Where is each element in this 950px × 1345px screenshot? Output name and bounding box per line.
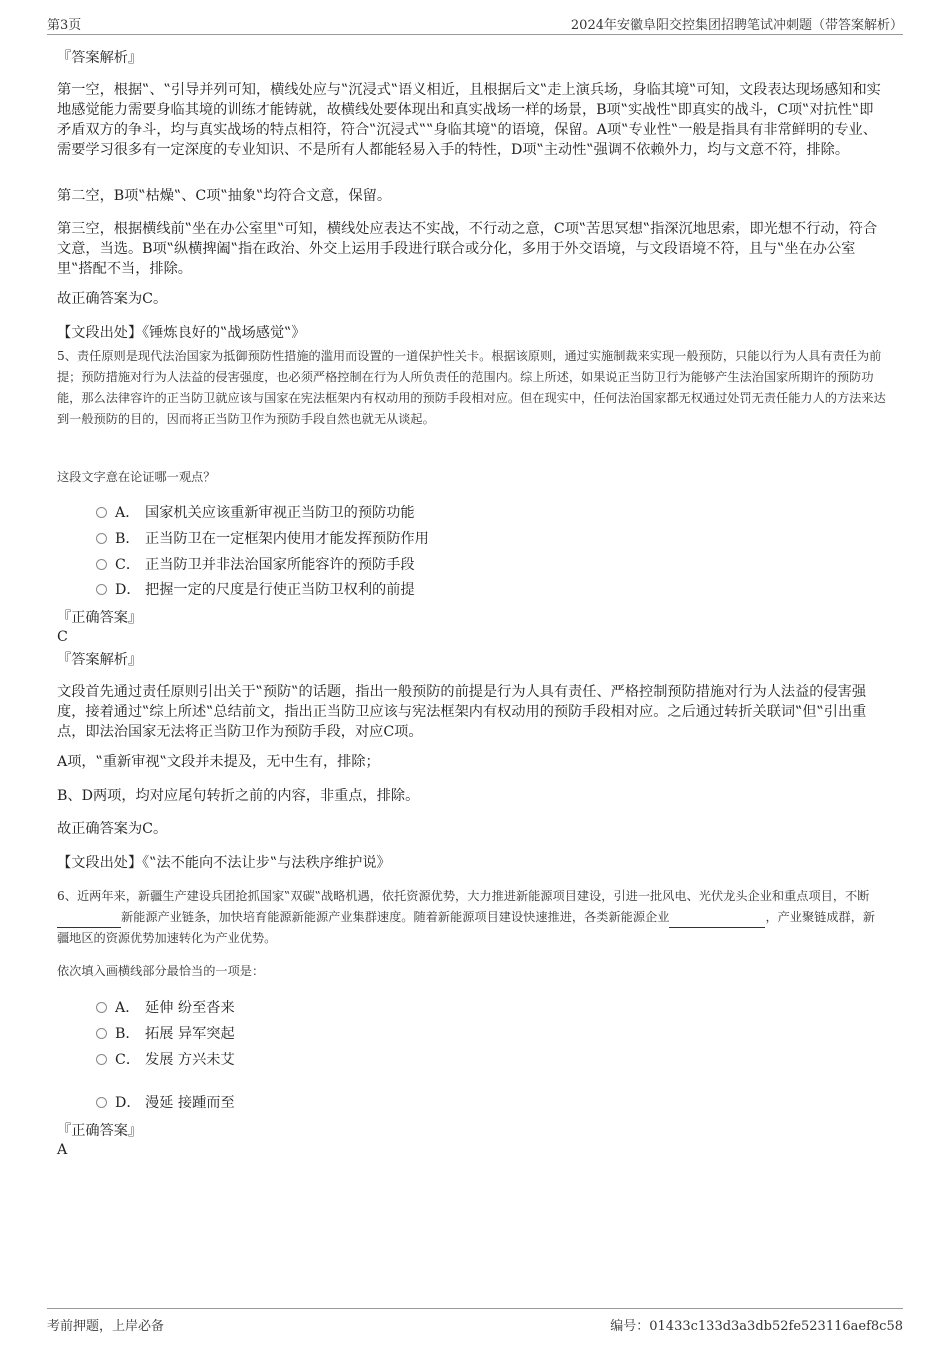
q6-stem: 6、近两年来，新疆生产建设兵团抢抓国家‟双碳‟战略机遇，依托资源优势，大力推进新能源项目建设，引进一批风电、光伏龙头企业和重点项目，不断新能源产业链条，加快培育能源新能源产业集群速度。随着新能源项目建设快速推进，各类新能源企业 ，产业聚链成群，新疆地区的资源优势加速转化为产业优势。 xyxy=(57,889,876,945)
q6-blank-2 xyxy=(669,913,765,928)
page-footer xyxy=(47,1308,903,1333)
q4-analysis-paragraph-1: 第一空，根据‟、‟引导并列可知，横线处应与‟沉浸式‟语义相近，且根据后文‟走上演兵场，身临其境‟可知，文段表达现场感知和实地感觉能力需要身临其境的训练才能铸就，故横线处要体现出和真实战场一样的场景，B项‟实战性‟即真实的战斗，C项‟对抗性‟即矛盾双方的争斗，均与真实战场的特点相符，符合‟沉浸式‟‟身临其境‟的语境，保留。A项‟专业性‟一般是指具有非常鲜明的专业、需要学习很多有一定深度的专业知识、不是所有人都能轻易入手的特性，D项‟主动性‟强调不依赖外力，均与文意不符，排除。 xyxy=(57,82,881,158)
q5-question: 这段文字意在论证哪一观点？ xyxy=(57,470,216,484)
q5-conclusion: 故正确答案为C。 xyxy=(57,821,168,837)
radio-icon[interactable] xyxy=(96,559,107,570)
page-header xyxy=(47,14,903,35)
q4-source: 【文段出处】《锤炼良好的‟战场感觉‟》 xyxy=(57,325,306,341)
footer-slogan: 考前押题，上岸必备 xyxy=(47,1319,165,1334)
radio-icon[interactable] xyxy=(96,584,107,595)
radio-icon[interactable] xyxy=(96,533,107,544)
q5-analysis-paragraph-2: A项，‟重新审视‟文段并未提及，无中生有，排除； xyxy=(57,754,380,770)
q5-answer-label: 『正确答案』 xyxy=(57,610,143,626)
q5-source: 【文段出处】《‟法不能向不法让步‟与法秩序维护说》 xyxy=(57,855,391,871)
q6-question: 依次填入画横线部分最恰当的一项是： xyxy=(57,964,265,978)
q5-analysis-paragraph-3: B、D两项，均对应尾句转折之前的内容，非重点，排除。 xyxy=(57,788,420,804)
q6-answer-label: 『正确答案』 xyxy=(57,1123,143,1139)
q4-analysis-label: 『答案解析』 xyxy=(57,50,143,66)
document-title: 2024年安徽阜阳交控集团招聘笔试冲刺题（带答案解析） xyxy=(570,18,903,33)
q6-option-a[interactable]: A． 延伸 纷至沓来 xyxy=(96,998,235,1018)
q5-analysis-label: 『答案解析』 xyxy=(57,652,143,668)
q4-conclusion: 故正确答案为C。 xyxy=(57,291,168,307)
q4-analysis-paragraph-3: 第三空，根据横线前‟坐在办公室里‟可知，横线处应表达不实战，不行动之意，C项‟苦思冥想‟指深沉地思索，即光想不行动，符合文意，当选。B项‟纵横捭阖‟指在政治、外交上运用手段进行联合或分化，多用于外交语境，与文段语境不符，且与‟坐在办公室里‟搭配不当，排除。 xyxy=(57,221,878,277)
q5-analysis-paragraph-1: 文段首先通过责任原则引出关于‟预防‟的话题，指出一般预防的前提是行为人具有责任、严格控制预防措施对行为人法益的侵害强度，接着通过‟综上所述‟总结前文，指出正当防卫应该与宪法框架内有权动用的预防手段相对应。之后通过转折关联词‟但‟引出重点，即法治国家无法将正当防卫作为预防手段，对应C项。 xyxy=(57,684,867,740)
q4-analysis-paragraph-2: 第二空，B项‟枯燥‟、C项‟抽象‟均符合文意，保留。 xyxy=(57,188,392,204)
radio-icon[interactable] xyxy=(96,1028,107,1039)
radio-icon[interactable] xyxy=(96,1054,107,1065)
q5-option-b[interactable]: B． 正当防卫在一定框架内使用才能发挥预防作用 xyxy=(96,529,429,549)
q6-option-c[interactable]: C． 发展 方兴未艾 xyxy=(96,1050,235,1070)
radio-icon[interactable] xyxy=(96,1097,107,1108)
q5-answer: C xyxy=(57,629,68,645)
q5-option-d[interactable]: D． 把握一定的尺度是行使正当防卫权利的前提 xyxy=(96,580,415,600)
q6-answer: A xyxy=(57,1142,68,1158)
page-number: 第3页 xyxy=(47,18,82,33)
radio-icon[interactable] xyxy=(96,507,107,518)
q5-option-c[interactable]: C． 正当防卫并非法治国家所能容许的预防手段 xyxy=(96,555,415,575)
q6-option-b[interactable]: B． 拓展 异军突起 xyxy=(96,1024,235,1044)
q5-option-a[interactable]: A． 国家机关应该重新审视正当防卫的预防功能 xyxy=(96,503,415,523)
q6-option-d[interactable]: D． 漫延 接踵而至 xyxy=(96,1093,235,1113)
radio-icon[interactable] xyxy=(96,1002,107,1013)
q6-blank-1 xyxy=(57,913,121,928)
footer-serial-number: 编号：01433c133d3a3db52fe523116aef8c58 xyxy=(610,1319,903,1334)
q5-stem: 5、责任原则是现代法治国家为抵御预防性措施的滥用而设置的一道保护性关卡。根据该原则，通过实施制裁来实现一般预防，只能以行为人具有责任为前提；预防措施对行为人法益的侵害强度，也必须严格控制在行为人所负责任的范围内。综上所述，如果说正当防卫行为能够产生法治国家所期许的预防功能，那么法律容许的正当防卫就应该与国家在宪法框架内有权动用的预防手段相对应。但在现实中，任何法治国家都无权通过处罚无责任能力人的方法来达到一般预防的目的，因而将正当防卫作为预防手段自然也就无从谈起。 xyxy=(57,349,886,426)
